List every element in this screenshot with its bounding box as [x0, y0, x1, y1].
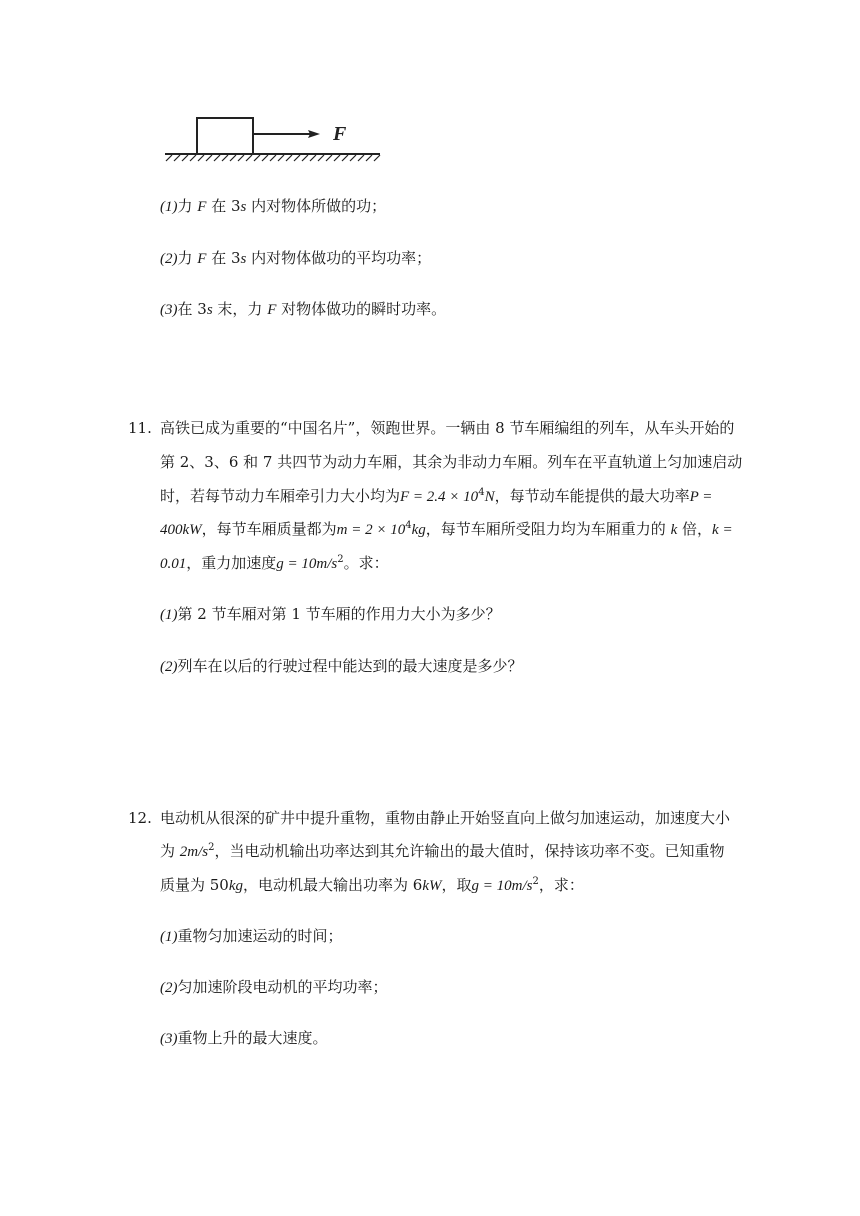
- q12-line-1: [160, 808, 734, 828]
- q12-text: ，电动机最大输出功率为 6: [243, 876, 423, 894]
- formula-force: F = 2.4 × 10: [400, 489, 479, 505]
- exponent: 2: [532, 876, 539, 887]
- formula-k-value: 0.01: [160, 556, 187, 572]
- force-label: F: [333, 123, 347, 145]
- unit-s: s: [240, 251, 247, 267]
- q11-line-4: [160, 519, 733, 540]
- question-number-12: 12.: [128, 809, 152, 827]
- q11-part-1: [160, 604, 501, 625]
- part-text: 内对物体所做的功；: [246, 197, 387, 215]
- q12-line-2: [160, 841, 725, 862]
- unit-s: s: [206, 302, 213, 318]
- q11-part-2: [160, 656, 523, 677]
- exponent: 2: [208, 842, 215, 853]
- diagram-svg: [160, 108, 390, 164]
- part-text: 第 2 节车厢对第 1 节车厢的作用力大小为多少？: [177, 605, 501, 623]
- formula-power: P =: [689, 489, 713, 505]
- part-number: (2): [160, 251, 178, 267]
- formula-gravity: g = 10m/s: [471, 878, 533, 894]
- part-number: (3): [160, 302, 178, 318]
- q11-line-2: [160, 452, 742, 472]
- q12-part-1: [160, 926, 343, 947]
- part-text: 在 3: [206, 249, 241, 267]
- q12-line-3: [160, 875, 584, 896]
- var-F: F: [267, 302, 277, 318]
- unit-kg: kg: [411, 522, 426, 538]
- q12-text: 电动机从很深的矿井中提升重物，重物由静止开始竖直向上做匀加速运动，加速度大小: [160, 809, 731, 827]
- q12-part-2: [160, 977, 388, 998]
- q11-text: 。求：: [343, 554, 389, 572]
- q11-line-3: [160, 486, 712, 507]
- part-text: 力: [177, 249, 198, 267]
- exponent: 4: [405, 520, 412, 531]
- part-number: (1): [160, 199, 178, 215]
- q11-line-5: [160, 553, 389, 574]
- q12-text: ，求：: [538, 876, 584, 894]
- var-F: F: [197, 199, 207, 215]
- block: [197, 118, 253, 154]
- q12-text: ，当电动机输出功率达到其允许输出的最大值时，保持该功率不变。已知重物: [214, 842, 725, 860]
- prev-part-3: [160, 299, 446, 320]
- q12-part-3: [160, 1028, 328, 1049]
- q11-text: ，每节车厢所受阻力均为车厢重力的: [425, 520, 671, 538]
- formula-mass: m = 2 × 10: [336, 522, 406, 538]
- q11-text: 第 2、3、6 和 7 共四节为动力车厢，其余为非动力车厢。列车在平直轨道上匀加速启动: [160, 453, 743, 471]
- exponent: 2: [337, 554, 344, 565]
- formula-power-value: 400kW: [160, 522, 202, 538]
- q11-line-1: [160, 418, 734, 438]
- q12-text: 质量为 50: [160, 876, 229, 894]
- part-text: 在 3: [177, 300, 207, 318]
- q12-text: 为: [160, 842, 180, 860]
- q12-text: ，取: [441, 876, 472, 894]
- q11-text: 时，若每节动力车厢牵引力大小均为: [160, 487, 401, 505]
- q11-text: ，重力加速度: [186, 554, 277, 572]
- part-text: 重物匀加速运动的时间；: [177, 927, 343, 945]
- formula-k: k =: [712, 522, 733, 538]
- part-text: 对物体做功的瞬时功率。: [276, 300, 447, 318]
- var-F: F: [197, 251, 207, 267]
- q11-text: ，每节车厢质量都为: [201, 520, 337, 538]
- part-number: (3): [160, 1031, 178, 1047]
- unit-s: s: [240, 199, 247, 215]
- exponent: 4: [478, 487, 485, 498]
- unit-kW: kW: [422, 878, 442, 894]
- block-force-diagram: [160, 108, 390, 164]
- part-text: 在 3: [206, 197, 241, 215]
- formula-gravity: g = 10m/s: [276, 556, 338, 572]
- q11-text: ，每节动车能提供的最大功率: [494, 487, 690, 505]
- part-text: 内对物体做功的平均功率；: [246, 249, 432, 267]
- prev-part-2: [160, 248, 431, 269]
- part-text: 末，力: [212, 300, 268, 318]
- part-number: (2): [160, 659, 178, 675]
- part-number: (1): [160, 929, 178, 945]
- question-number-11: 11.: [128, 419, 152, 437]
- ground-hatching: [166, 155, 380, 161]
- q11-text: 高铁已成为重要的“中国名片”，领跑世界。一辆由 8 节车厢编组的列车，从车头开始的: [160, 419, 735, 437]
- part-number: (2): [160, 980, 178, 996]
- part-text: 匀加速阶段电动机的平均功率；: [177, 978, 388, 996]
- prev-part-1: [160, 196, 386, 217]
- part-text: 列车在以后的行驶过程中能达到的最大速度是多少？: [177, 657, 523, 675]
- formula-acceleration: 2m/s: [179, 844, 209, 860]
- unit-kg: kg: [228, 878, 244, 894]
- part-text: 力: [177, 197, 198, 215]
- q11-text: 倍，: [677, 520, 713, 538]
- part-number: (1): [160, 607, 178, 623]
- part-text: 重物上升的最大速度。: [177, 1029, 328, 1047]
- var-k: k: [670, 522, 678, 538]
- unit-N: N: [484, 489, 495, 505]
